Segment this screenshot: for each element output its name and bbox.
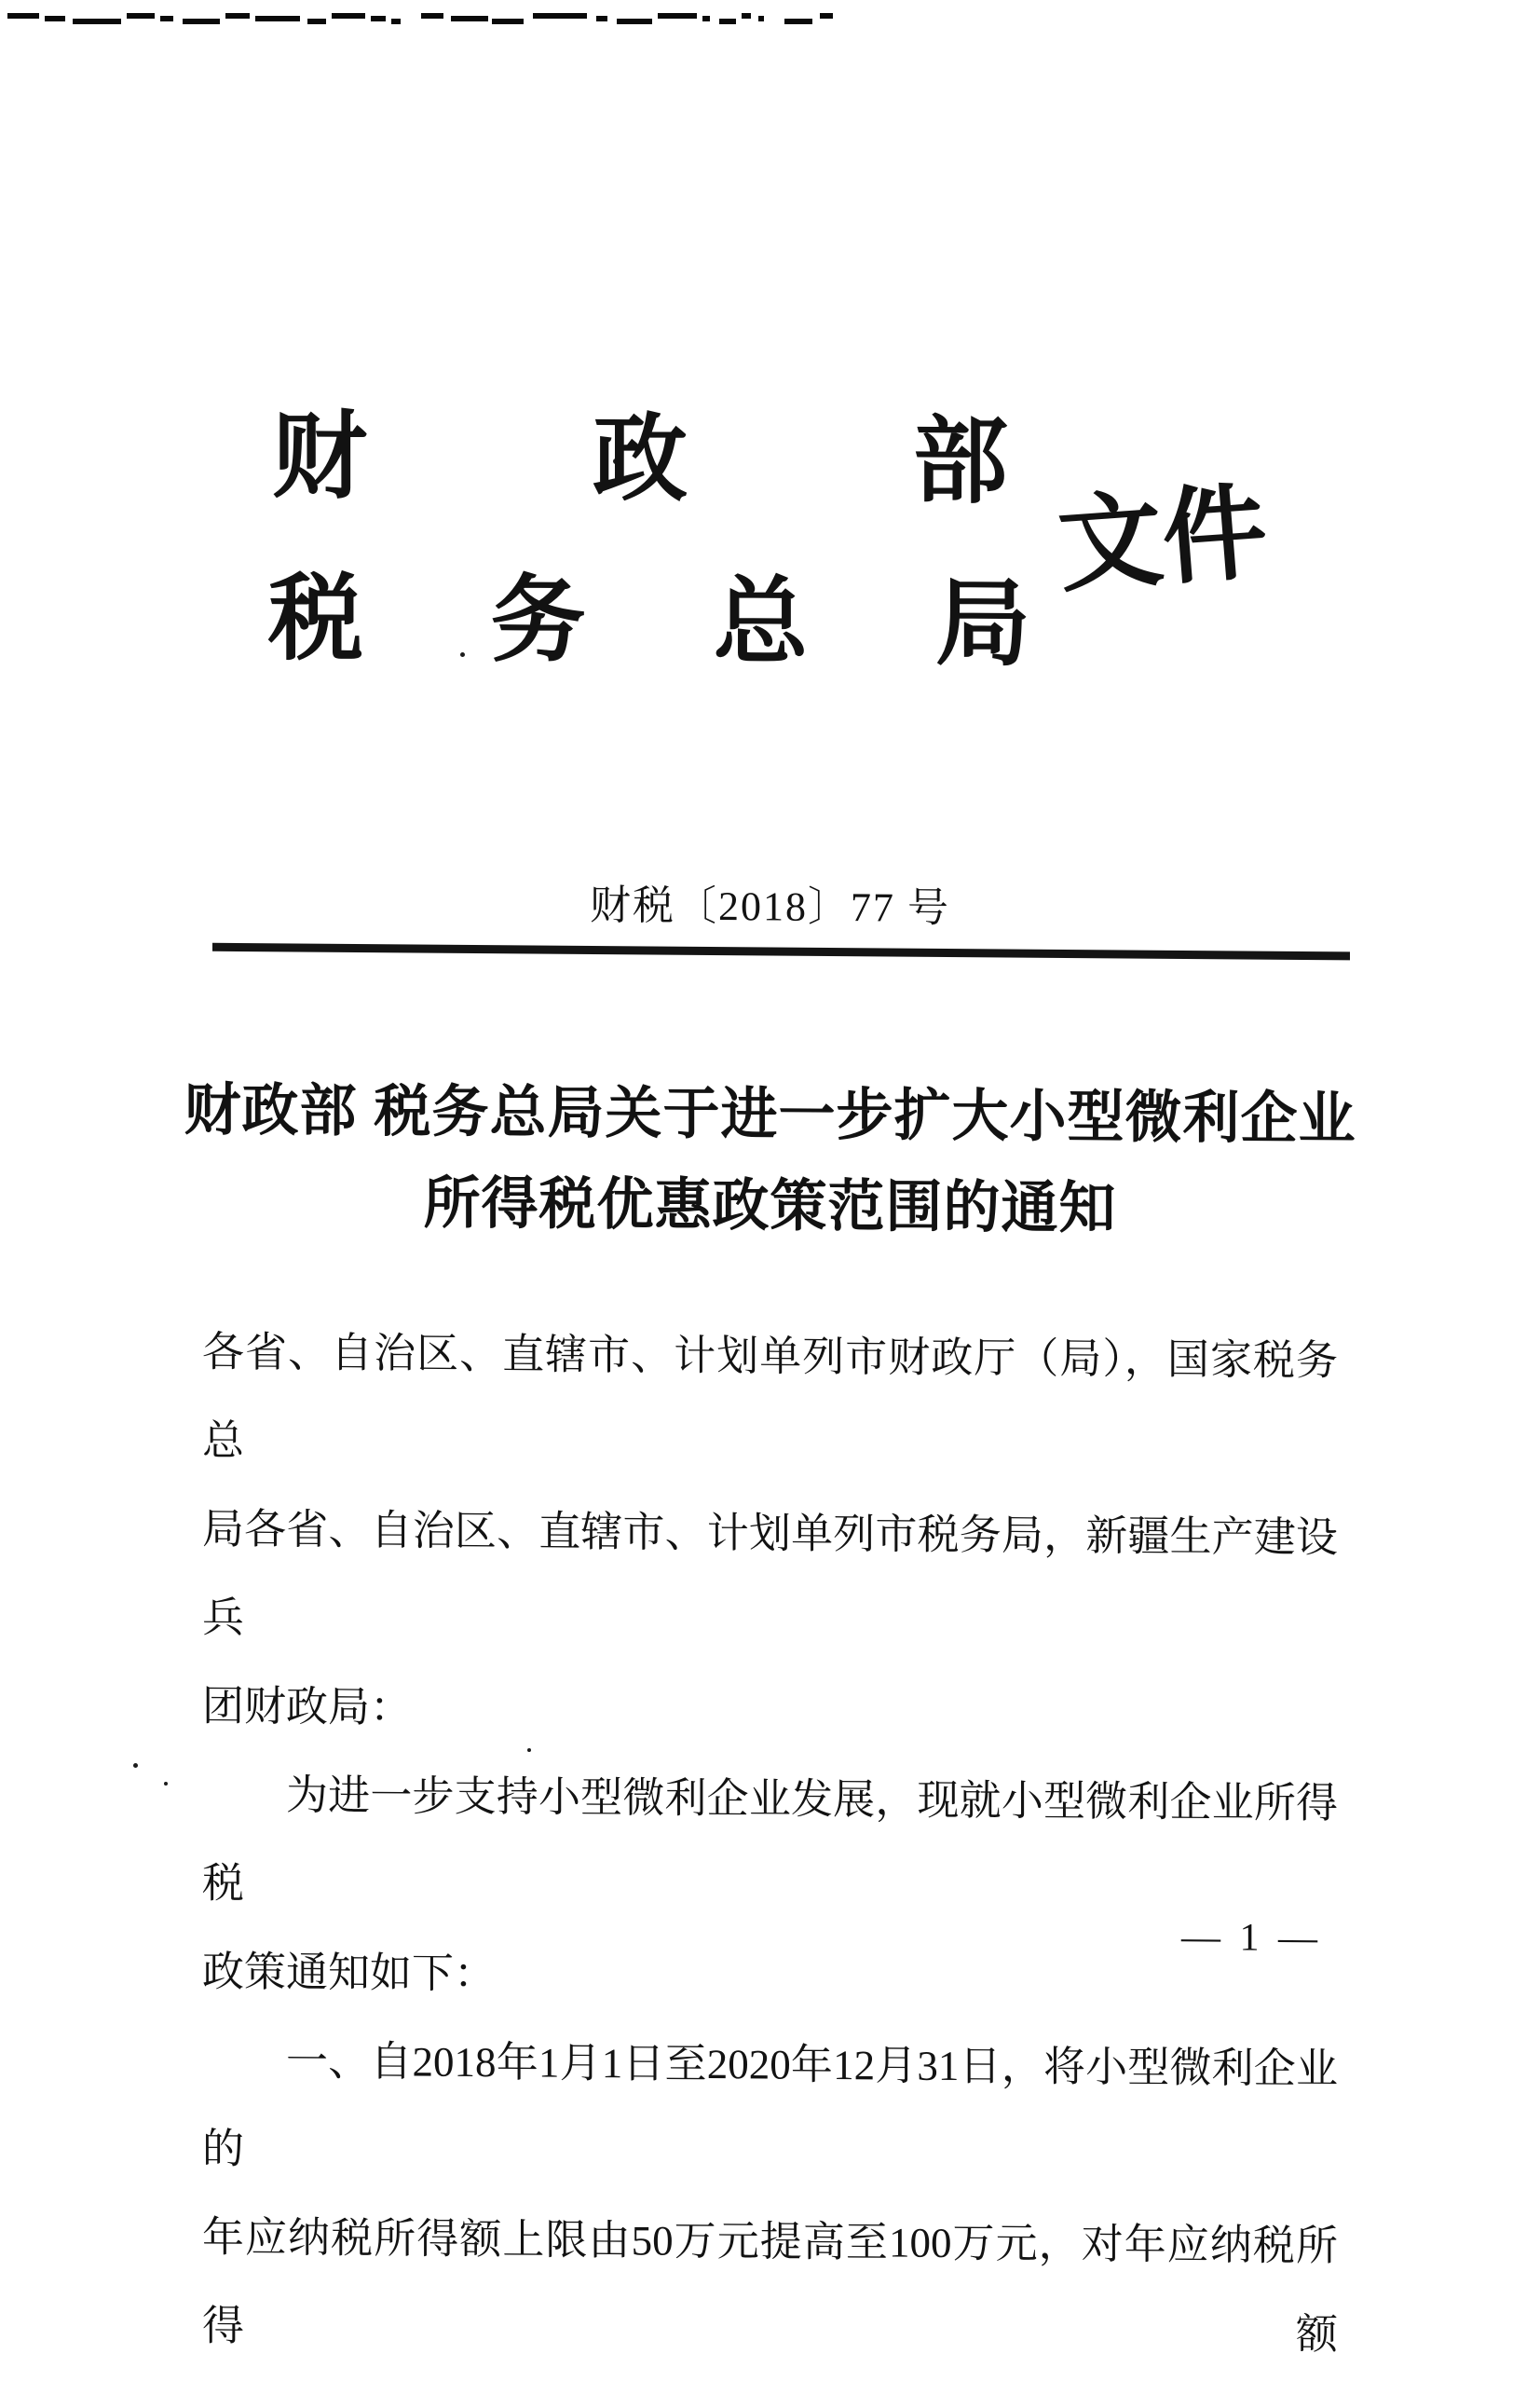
- body-line: 为进一步支持小型微利企业发展，现就小型微利企业所得税: [202, 1772, 1338, 1908]
- doc-number: 财税〔2018〕77 号: [590, 882, 950, 932]
- agency-name-char: 局: [934, 571, 1030, 678]
- body-text: [202, 1308, 1338, 2380]
- doc-title-line-2: 所得税优惠政策范围的通知: [423, 1170, 1117, 1240]
- page-number: — 1 —: [1181, 1915, 1322, 1961]
- agency-name-char: 总: [713, 570, 809, 677]
- body-line: 团财政局：: [202, 1682, 413, 1731]
- doc-title: [0, 1062, 1540, 1257]
- body-line: 一、自2018年1月1日至2020年12月31日，将小型微利企业的: [202, 2037, 1338, 2173]
- agency-name-char: 部: [913, 409, 1008, 516]
- body-line: 年应纳税所得额上限由50万元提高至100万元，对年应纳税所得额: [202, 2213, 1338, 2359]
- body-line: 政策通知如下：: [202, 1948, 497, 1998]
- body-line: 局各省、自治区、直辖市、计划单列市税务局，新疆生产建设兵: [202, 1505, 1338, 1642]
- agency-name-line-1: [272, 404, 1008, 516]
- body-line: 各省、自治区、直辖市、计划单列市财政厅（局），国家税务总: [202, 1328, 1338, 1465]
- doc-type-label: 文件: [1054, 475, 1272, 606]
- agency-name-char: 税: [268, 567, 363, 674]
- header-divider-rule: [212, 943, 1350, 961]
- agency-name-char: 政: [593, 406, 688, 513]
- agency-name-line-2: [268, 567, 1030, 678]
- agency-name-char: 财: [272, 404, 367, 512]
- agency-name-char: 务: [490, 568, 586, 675]
- doc-title-line-1: 财政部 税务总局关于进一步扩大小型微利企业: [184, 1077, 1356, 1151]
